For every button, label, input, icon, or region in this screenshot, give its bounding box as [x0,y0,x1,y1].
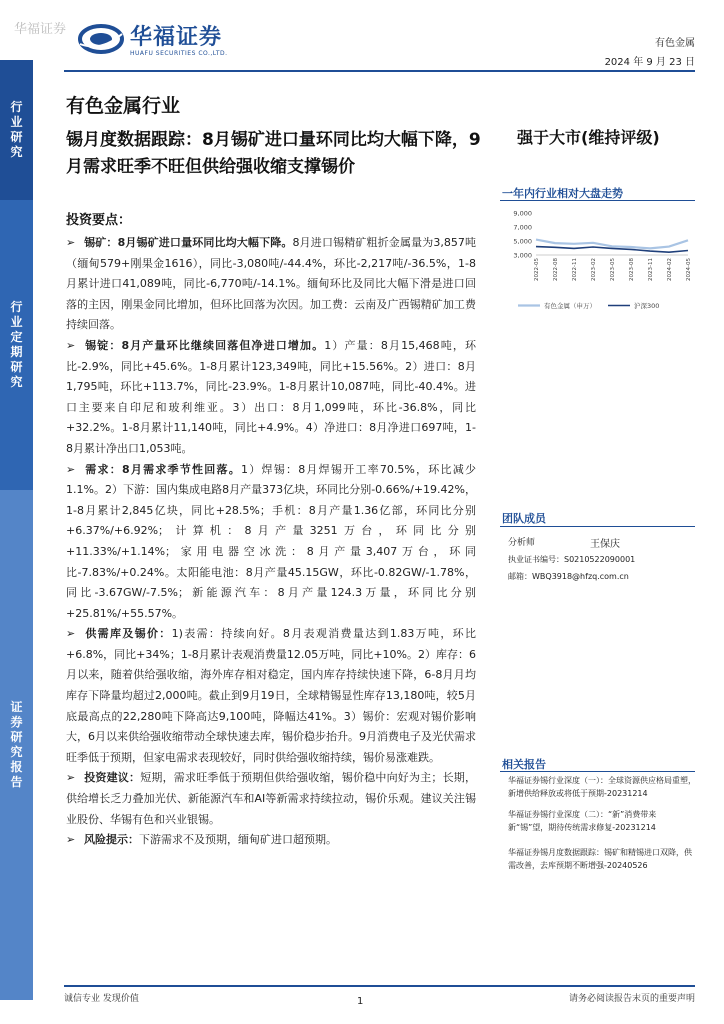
bullet-arrow-icon: ➢ [66,833,76,847]
chart-heading-rule [500,200,695,201]
investment-highlights [66,233,476,851]
x-tick-label: 2023-11 [648,258,654,281]
bullet-arrow-icon: ➢ [66,338,76,352]
paragraph-lead: 锡锭：8月产量环比继续回落但净进口增加。 [84,338,325,352]
related-report-2[interactable]: 华福证券锡行业深度（二）：“新”消费带来新“锡”望，期待传统需求修复-20231214 [508,810,657,832]
bullet-arrow-icon: ➢ [66,627,76,641]
paragraph-ingot [66,336,476,460]
watermark: 华福证券 [14,22,67,37]
paragraph-text: 1）焊锡：8月焊锡开工率70.5%，环比减少1.1%。2）下游：国内集成电路8月产量373亿块，环同比分别-0.66%/+19.42%，1-8月累计2,845亿块，同比+28.5%；手机：8月产量1.36亿部，环同比分别+6.37%/+6.92%；计算机：8月产量3251万台，环同比分别+11.33%/+1.14%；家用电器空冰洗：8月产量3,407万台，环同比-7.83%/+0.24%。太阳能电池：8月产量45.15GW，环比-0.82GW/-1.78%，同比-3.67GW/-7.5%；新能源汽车：8月产量124.3万量，环同比分别+25.81%/+55.57%。 [66,462,476,620]
company-logo [78,20,278,66]
bullet-arrow-icon: ➢ [66,771,76,785]
x-tick-label: 2023-02 [591,258,597,281]
related-report-1[interactable]: 华福证券锡行业深度（一）：全球资源供应格局重塑，新增供给释放或将低于预期-20231214 [508,776,696,798]
investment-highlights-heading: 投资要点： [66,213,132,228]
sidebar-block-report [0,490,33,1000]
paragraph-ore [66,233,476,336]
sidebar-block-periodic [0,200,33,490]
footer-slogan: 诚信专业 发现价值 [64,994,139,1004]
sidebar-block-industry [0,60,33,200]
x-tick-label: 2022-05 [534,258,540,281]
logo-icon [78,22,124,56]
paragraph-demand [66,460,476,625]
bullet-arrow-icon: ➢ [66,462,76,476]
y-tick-label: 9,000 [513,209,532,218]
paragraph-lead: 供需库及锡价： [84,627,172,641]
paragraph-supply-inventory-price [66,624,476,768]
analyst-email[interactable]: 邮箱：WBQ3918@hfzq.com.cn [508,572,629,581]
paragraph-investment-advice [66,768,476,830]
related-report-3[interactable]: 华福证券锡月度数据跟踪：锡矿和精锡进口双降，供需改善，去库预期不断增强-20240526 [508,848,692,870]
header-rule [64,70,695,72]
sidebar-label-2: 行业定期研究 [10,300,23,389]
header-date: 2024 年 9 月 23 日 [604,57,695,68]
x-tick-label: 2023-05 [610,258,616,281]
sidebar [0,60,33,1000]
paragraph-lead: 需求：8月需求季节性回落。 [84,462,241,476]
legend-label-2: 沪深300 [634,302,660,310]
team-heading-rule [500,526,695,527]
industry-heading: 有色金属行业 [66,95,181,117]
x-tick-label: 2024-05 [686,258,692,281]
footer-disclaimer: 请务必阅读报告末页的重要声明 [568,994,695,1004]
team-heading: 团队成员 [502,512,546,525]
chart-heading: 一年内行业相对大盘走势 [502,187,623,200]
paragraph-risk [66,830,476,851]
logo-name-cn: 华福证券 [130,25,223,50]
y-tick-label: 3,000 [513,251,532,260]
paragraph-lead: 投资建议： [84,771,141,785]
paragraph-lead: 锡矿：8月锡矿进口量环同比均大幅下降。 [84,236,293,249]
x-tick-label: 2022-08 [553,258,559,281]
analyst-role: 分析师 [508,538,536,548]
relative-performance-chart [500,205,695,315]
analyst-name: 王保庆 [590,539,620,550]
footer-rule [64,985,695,987]
x-tick-label: 2024-02 [667,258,673,281]
sidebar-label-1: 行业研究 [10,100,23,159]
y-tick-label: 5,000 [513,237,532,246]
analyst-license: 执业证书编号：S0210522090001 [508,555,636,564]
rating: 强于大市(维持评级) [517,128,660,147]
sidebar-label-3: 证券研究报告 [10,700,23,789]
y-tick-label: 7,000 [513,223,532,232]
paragraph-text: 1）产量：8月15,468吨，环比-2.9%，同比+45.6%。1-8月累计123,349吨，同比+15.56%。2）进口：8月1,795吨，环比+113.7%，同比-23.9%。1-8月累计10,087吨，同比-40.4%。进口主要来自印尼和玻利维亚。3）出口：8月1,099吨，环比-36.8%，同比+32.2%。1-8月累计11,140吨，同比+4.9%。4）净进口：8月净进口697吨，1-8月累计净出口1,053吨。 [66,338,476,455]
legend-label-1: 有色金属（申万） [544,302,596,310]
paragraph-lead: 风险提示： [84,833,139,847]
related-heading-rule [500,771,695,772]
logo-name-en: HUAFU SECURITIES CO.,LTD. [130,50,228,57]
bullet-arrow-icon: ➢ [66,236,76,249]
header-category: 有色金属 [655,38,695,49]
paragraph-text: 8月进口锡精矿粗折金属量为3,857吨（缅甸579+刚果金1616），同比-3,080吨/-44.4%，环比-2,217吨/-36.5%，1-8月累计进口41,089吨，同比-6,770吨/-14.1%。缅甸环比及同比大幅下滑是进口回落的主因，刚果金同比增加，但环比回落为次因。加工费：云南及广西锡精矿加工费持续回落。 [66,236,476,332]
paragraph-text: 下游需求不及预期，缅甸矿进口超预期。 [139,833,337,847]
x-tick-label: 2022-11 [572,258,578,281]
report-title: 锡月度数据跟踪：8月锡矿进口量环同比均大幅下降，9月需求旺季不旺但供给强收缩支撑锡价 [66,130,481,177]
page-number: 1 [357,996,364,1007]
related-heading: 相关报告 [502,758,546,771]
x-tick-label: 2023-08 [629,258,635,281]
paragraph-text: 1)表需：持续向好。8月表观消费量达到1.83万吨，环比+6.8%，同比+34%；1-8月累计表观消费量12.05万吨，同比+10%。2）库存：6月以来，随着供给强收缩，海外库存相对稳定，国内库存持续快速下降，6-8月月均库存下降量均超过2,000吨。截止到9月19日，全球精锡显性库存13,180吨，较5月底最高点的22,280吨下降高达9,100吨，降幅达41%。3）锡价：宏观对锡价影响大，6月以来供给强收缩带动全球快速去库，锡价稳步抬升。9月消费电子及光伏需求旺季低于预期，但家电需求表现较好，同时供给强收缩持续，锡价易涨难跌。 [66,627,477,764]
paragraph-text: 短期，需求旺季低于预期但供给强收缩，锡价稳中向好为主；长期，供给增长乏力叠加光伏、新能源汽车和AI等新需求持续拉动，锡价乐观。建议关注锡业股份、华锡有色和兴业银锡。 [66,771,477,826]
